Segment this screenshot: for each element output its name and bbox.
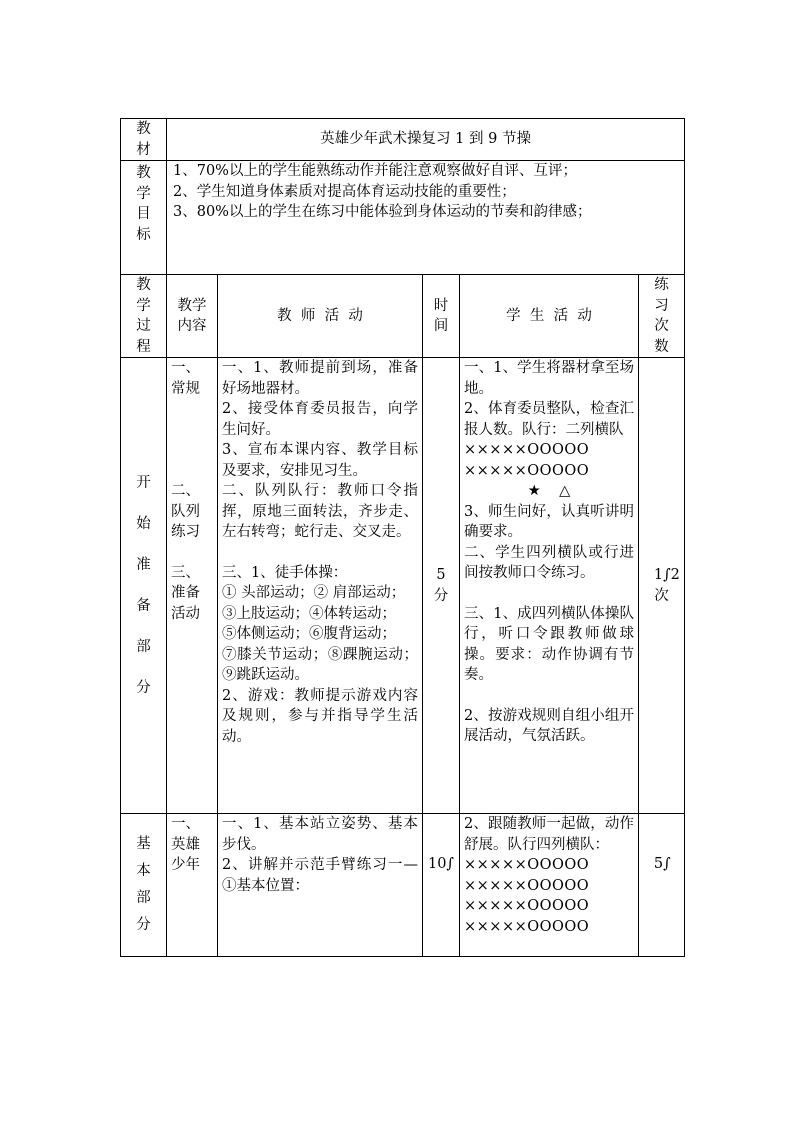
formation-row: ×××××OOOOO: [464, 442, 590, 458]
text-line: 一、1、教师提前到场，准备好场地器材。: [222, 360, 418, 397]
basic-teacher-activity: [218, 814, 423, 957]
header-time: 时间: [423, 275, 460, 358]
text-line: 3、宣布本课内容、教学目标及要求，安排见习生。: [222, 442, 418, 479]
prep-content-item: 一、常规: [171, 360, 200, 397]
formation-row: ×××××OOOOO: [464, 918, 590, 935]
prep-student-activity: [460, 358, 639, 814]
goals-row: [121, 161, 685, 275]
teacher-position-marker: ★ △: [527, 483, 571, 499]
material-label: 教材: [121, 119, 167, 161]
basic-count: 5∫: [639, 814, 685, 957]
text-line: 三、1、徒手体操：: [222, 564, 348, 581]
material-row: [121, 119, 685, 161]
prep-time: 5分: [423, 358, 460, 814]
process-header-row: [121, 275, 685, 358]
section-name-char: 部: [136, 890, 151, 906]
formation-row: ×××××OOOOO: [464, 857, 590, 873]
section-name-char: 基: [136, 836, 151, 852]
basic-content: [167, 814, 218, 957]
section-name-char: 分: [136, 679, 151, 696]
text-line: 3、师生问好，认真听讲明确要求。: [464, 503, 634, 540]
goal-item: 3、80%以上的学生在练习中能体验到身体运动的节奏和韵律感；: [173, 204, 592, 220]
basic-content-item: 一、英雄少年: [171, 816, 200, 873]
section-name-char: 本: [136, 863, 151, 879]
goal-item: 2、学生知道身体素质对提高体育运动技能的重要性；: [173, 183, 516, 200]
header-teacher: 教 师 活 动: [218, 275, 423, 358]
text-line: ⑤体侧运动；⑥腹背运动；: [222, 626, 396, 642]
text-line: 2、按游戏规则自组小组开展活动，气氛活跃。: [464, 707, 634, 744]
formation-row: ×××××OOOOO: [464, 898, 590, 914]
prep-content-item: 二、队列练习: [171, 483, 200, 540]
text-line: 二、学生四列横队或行进间按教师口令练习。: [464, 544, 634, 581]
goal-item: 1、70%以上的学生能熟练动作并能注意观察做好自评、互评；: [173, 163, 577, 179]
text-line: 二、队列队行：教师口令指挥，原地三面转法，齐步走、左右转弯；蛇行走、交叉走。: [222, 483, 418, 540]
formation-row: ×××××OOOOO: [464, 462, 590, 479]
text-line: 2、体育委员整队，检查汇报人数。队行：二列横队: [464, 401, 634, 438]
text-line: 一、1、学生将器材拿至场地。: [464, 360, 634, 397]
section-name-char: 备: [136, 597, 151, 614]
basic-section-label: [121, 814, 167, 957]
prep-content: [167, 358, 218, 814]
basic-section-row: [121, 814, 685, 957]
text-line: 三、1、成四列横队体操队行，听口令跟教师做球操。要求：动作协调有节奏。: [464, 605, 634, 683]
prep-teacher-activity: [218, 358, 423, 814]
lesson-plan-document: [120, 118, 684, 957]
prep-section-row: [121, 358, 685, 814]
header-content: 教学内容: [167, 275, 218, 358]
formation-row: ×××××OOOOO: [464, 877, 590, 894]
text-line: 2、讲解并示范手臂练习一—①基本位置：: [222, 857, 418, 894]
text-line: 2、游戏：教师提示游戏内容及规则，参与并指导学生活动。: [222, 687, 418, 745]
lesson-plan-table: [120, 118, 685, 957]
section-name-char: 部: [136, 638, 151, 655]
text-line: 2、接受体育委员报告，向学生问好。: [222, 401, 418, 438]
section-name-char: 分: [136, 917, 151, 933]
prep-section-label: [121, 358, 167, 814]
text-line: 一、1、基本站立姿势、基本步伐。: [222, 816, 418, 853]
basic-student-activity: [460, 814, 639, 957]
section-name-char: 准: [136, 556, 151, 573]
text-line: ① 头部运动；② 肩部运动；: [222, 585, 406, 601]
text-line: ③上肢运动；④体转运动；: [222, 605, 396, 622]
text-line: ⑦膝关节运动；⑧踝腕运动；⑨跳跃运动。: [222, 646, 418, 683]
section-name-char: 始: [136, 515, 151, 532]
process-label: 教学过程: [121, 275, 167, 358]
section-name-char: 开: [136, 474, 151, 491]
material-text: 英雄少年武术操复习 1 到 9 节操: [167, 119, 685, 161]
header-count: 练习次数: [639, 275, 685, 358]
prep-count: 1∫2次: [639, 358, 685, 814]
prep-content-item: 三、准备活动: [171, 564, 200, 622]
text-line: 2、跟随教师一起做，动作舒展。队行四列横队：: [464, 816, 634, 853]
goals-list: [167, 161, 685, 275]
basic-time: 10∫: [423, 814, 460, 957]
goals-label: 教学目标: [121, 161, 167, 275]
header-student: 学 生 活 动: [460, 275, 639, 358]
